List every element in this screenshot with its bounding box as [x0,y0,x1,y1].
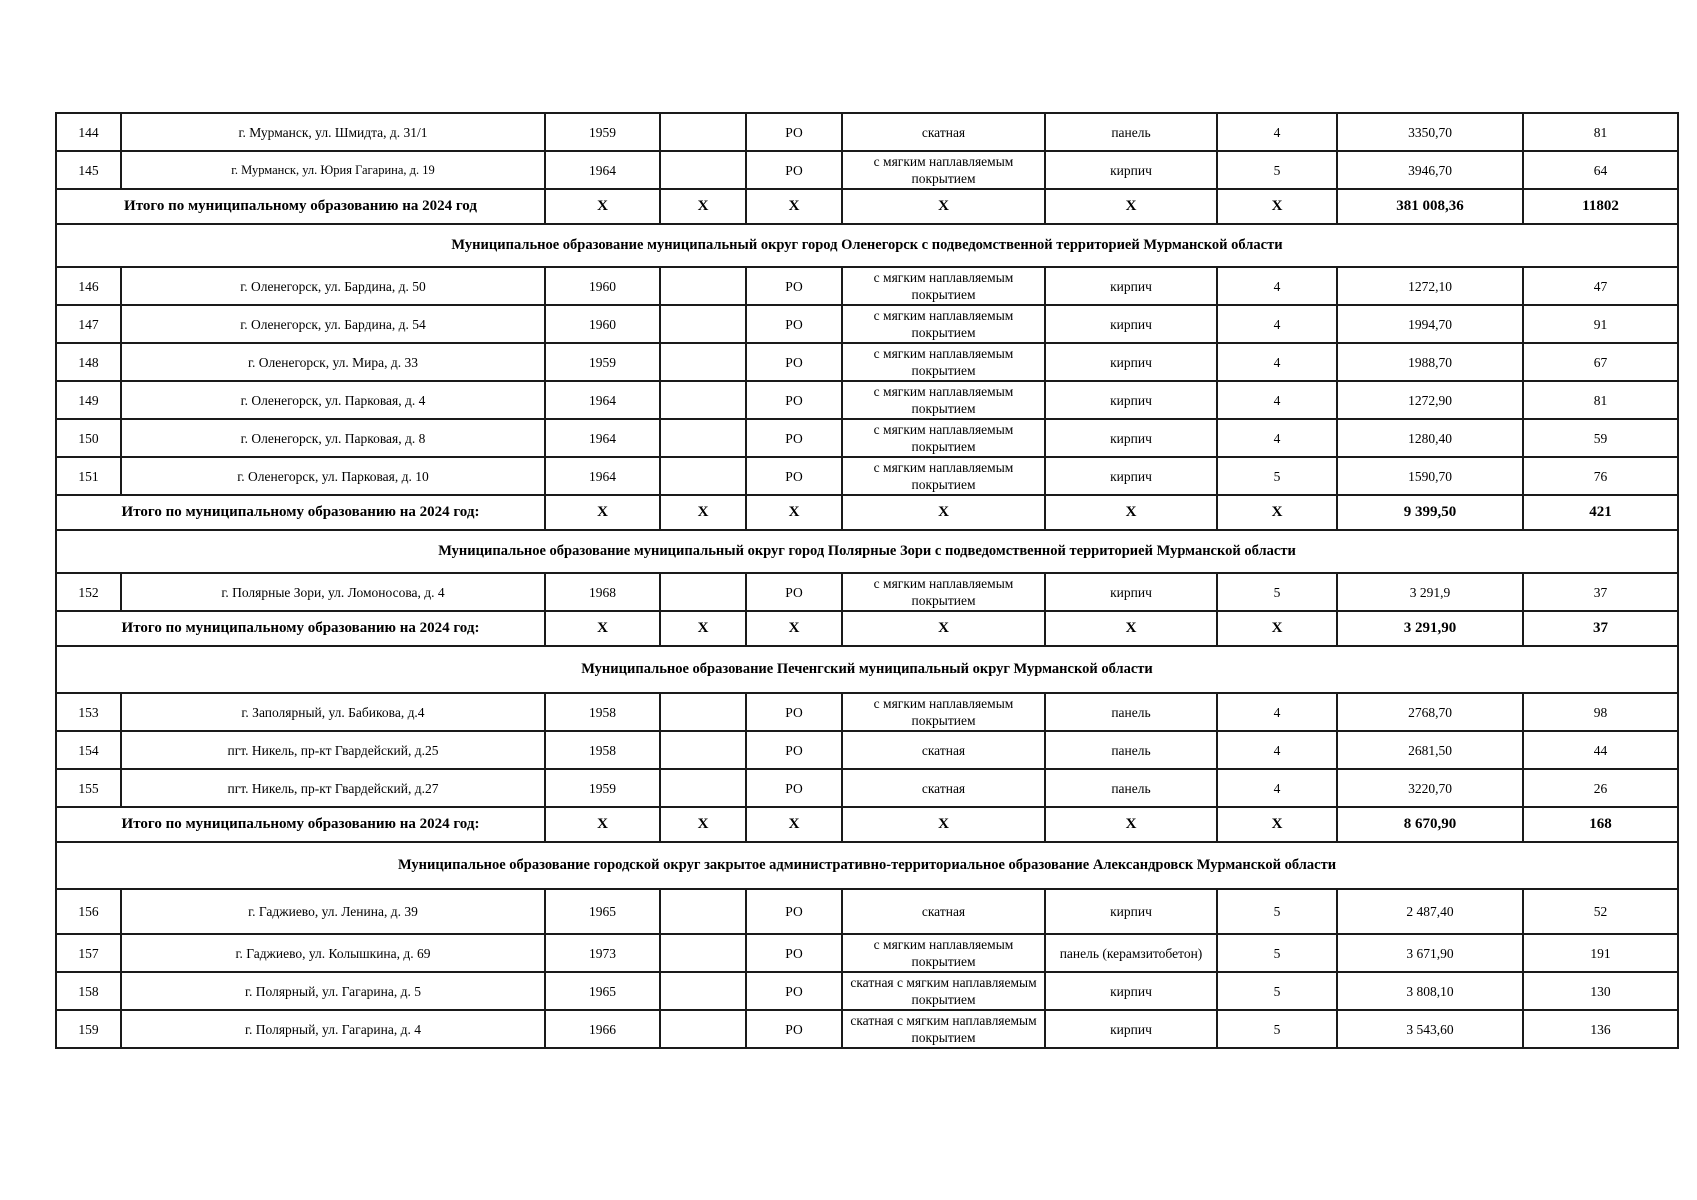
row-number: 157 [56,934,121,972]
empty-cell [660,972,746,1010]
empty-cell [660,381,746,419]
floors-cell: 4 [1217,731,1337,769]
total-area: 3 291,90 [1337,611,1523,646]
year-cell: 1973 [545,934,660,972]
empty-cell [660,457,746,495]
total-x-mark: X [660,189,746,224]
wall-material-cell: кирпич [1045,343,1217,381]
method-cell: РО [746,113,842,151]
section-header-row [56,530,1678,573]
method-cell: РО [746,731,842,769]
row-number: 151 [56,457,121,495]
floors-cell: 4 [1217,769,1337,807]
residents-cell: 67 [1523,343,1678,381]
row-number: 159 [56,1010,121,1048]
table-row [56,343,1678,381]
residents-cell: 47 [1523,267,1678,305]
year-cell: 1959 [545,769,660,807]
year-cell: 1964 [545,151,660,189]
residents-cell: 81 [1523,113,1678,151]
address-cell: г. Оленегорск, ул. Парковая, д. 10 [121,457,545,495]
empty-cell [660,731,746,769]
row-number: 146 [56,267,121,305]
wall-material-cell: кирпич [1045,381,1217,419]
area-cell: 2681,50 [1337,731,1523,769]
method-cell: РО [746,151,842,189]
residents-cell: 81 [1523,381,1678,419]
total-x-mark: X [545,611,660,646]
table-row [56,769,1678,807]
wall-material-cell: панель [1045,731,1217,769]
table-row [56,972,1678,1010]
method-cell: РО [746,267,842,305]
roof-type-cell: скатная с мягким наплавляемым покрытием [842,1010,1045,1048]
total-x-mark: X [746,189,842,224]
row-number: 147 [56,305,121,343]
empty-cell [660,693,746,731]
floors-cell: 5 [1217,934,1337,972]
wall-material-cell: кирпич [1045,267,1217,305]
empty-cell [660,113,746,151]
wall-material-cell: панель [1045,693,1217,731]
floors-cell: 5 [1217,1010,1337,1048]
year-cell: 1964 [545,457,660,495]
housing-register-table [55,112,1679,1049]
method-cell: РО [746,573,842,611]
floors-cell: 5 [1217,457,1337,495]
wall-material-cell: кирпич [1045,305,1217,343]
floors-cell: 5 [1217,972,1337,1010]
method-cell: РО [746,457,842,495]
wall-material-cell: кирпич [1045,972,1217,1010]
area-cell: 3220,70 [1337,769,1523,807]
section-title: Муниципальное образование Печенгский муниципальный округ Мурманской области [56,646,1678,693]
total-x-mark: X [1045,611,1217,646]
method-cell: РО [746,1010,842,1048]
total-x-mark: X [1045,495,1217,530]
wall-material-cell: кирпич [1045,1010,1217,1048]
section-title: Муниципальное образование городской округ закрытое административно-территориальное образование Александровск Мурманской области [56,842,1678,889]
residents-cell: 52 [1523,889,1678,934]
table-row [56,889,1678,934]
table-row [56,934,1678,972]
address-cell: пгт. Никель, пр-кт Гвардейский, д.27 [121,769,545,807]
area-cell: 1280,40 [1337,419,1523,457]
total-area: 381 008,36 [1337,189,1523,224]
area-cell: 1272,10 [1337,267,1523,305]
total-x-mark: X [1045,189,1217,224]
table-row [56,267,1678,305]
area-cell: 2768,70 [1337,693,1523,731]
total-x-mark: X [746,611,842,646]
table-row [56,419,1678,457]
roof-type-cell: скатная [842,731,1045,769]
total-residents: 168 [1523,807,1678,842]
section-header-row [56,842,1678,889]
roof-type-cell: с мягким наплавляемым покрытием [842,934,1045,972]
row-number: 152 [56,573,121,611]
address-cell: г. Мурманск, ул. Юрия Гагарина, д. 19 [121,151,545,189]
section-title: Муниципальное образование муниципальный округ город Оленегорск с подведомственной территорией Мурманской области [56,224,1678,267]
total-x-mark: X [842,807,1045,842]
total-label: Итого по муниципальному образованию на 2024 год: [56,495,545,530]
area-cell: 3350,70 [1337,113,1523,151]
address-cell: г. Заполярный, ул. Бабикова, д.4 [121,693,545,731]
address-cell: г. Оленегорск, ул. Парковая, д. 4 [121,381,545,419]
address-cell: г. Оленегорск, ул. Мира, д. 33 [121,343,545,381]
area-cell: 3 543,60 [1337,1010,1523,1048]
roof-type-cell: с мягким наплавляемым покрытием [842,305,1045,343]
wall-material-cell: панель [1045,769,1217,807]
table-row [56,693,1678,731]
total-label: Итого по муниципальному образованию на 2024 год: [56,611,545,646]
residents-cell: 76 [1523,457,1678,495]
table-body [56,113,1678,1048]
floors-cell: 4 [1217,343,1337,381]
total-row [56,189,1678,224]
total-x-mark: X [842,189,1045,224]
section-title: Муниципальное образование муниципальный округ город Полярные Зори с подведомственной территорией Мурманской области [56,530,1678,573]
total-x-mark: X [660,611,746,646]
total-x-mark: X [545,495,660,530]
total-row [56,807,1678,842]
year-cell: 1964 [545,419,660,457]
area-cell: 1988,70 [1337,343,1523,381]
address-cell: г. Гаджиево, ул. Колышкина, д. 69 [121,934,545,972]
total-x-mark: X [660,495,746,530]
total-x-mark: X [1217,807,1337,842]
method-cell: РО [746,381,842,419]
total-x-mark: X [660,807,746,842]
row-number: 144 [56,113,121,151]
empty-cell [660,889,746,934]
method-cell: РО [746,972,842,1010]
area-cell: 3 291,9 [1337,573,1523,611]
total-x-mark: X [545,189,660,224]
wall-material-cell: панель (керамзитобетон) [1045,934,1217,972]
area-cell: 1590,70 [1337,457,1523,495]
empty-cell [660,343,746,381]
empty-cell [660,573,746,611]
year-cell: 1966 [545,1010,660,1048]
floors-cell: 4 [1217,267,1337,305]
section-header-row [56,646,1678,693]
area-cell: 3946,70 [1337,151,1523,189]
table-row [56,573,1678,611]
total-area: 8 670,90 [1337,807,1523,842]
method-cell: РО [746,305,842,343]
wall-material-cell: кирпич [1045,889,1217,934]
table-row [56,1010,1678,1048]
row-number: 145 [56,151,121,189]
area-cell: 3 671,90 [1337,934,1523,972]
address-cell: г. Мурманск, ул. Шмидта, д. 31/1 [121,113,545,151]
residents-cell: 130 [1523,972,1678,1010]
table-row [56,731,1678,769]
floors-cell: 5 [1217,889,1337,934]
year-cell: 1960 [545,267,660,305]
empty-cell [660,1010,746,1048]
total-x-mark: X [842,611,1045,646]
total-x-mark: X [1217,495,1337,530]
year-cell: 1964 [545,381,660,419]
roof-type-cell: с мягким наплавляемым покрытием [842,419,1045,457]
year-cell: 1965 [545,972,660,1010]
roof-type-cell: скатная [842,769,1045,807]
residents-cell: 59 [1523,419,1678,457]
address-cell: г. Оленегорск, ул. Бардина, д. 50 [121,267,545,305]
residents-cell: 91 [1523,305,1678,343]
wall-material-cell: панель [1045,113,1217,151]
area-cell: 3 808,10 [1337,972,1523,1010]
floors-cell: 4 [1217,693,1337,731]
table-row [56,151,1678,189]
total-x-mark: X [842,495,1045,530]
total-label: Итого по муниципальному образованию на 2024 год [56,189,545,224]
roof-type-cell: с мягким наплавляемым покрытием [842,573,1045,611]
year-cell: 1968 [545,573,660,611]
roof-type-cell: с мягким наплавляемым покрытием [842,343,1045,381]
total-x-mark: X [746,495,842,530]
row-number: 149 [56,381,121,419]
floors-cell: 4 [1217,381,1337,419]
floors-cell: 4 [1217,419,1337,457]
year-cell: 1959 [545,343,660,381]
area-cell: 1994,70 [1337,305,1523,343]
residents-cell: 136 [1523,1010,1678,1048]
area-cell: 1272,90 [1337,381,1523,419]
method-cell: РО [746,769,842,807]
floors-cell: 4 [1217,113,1337,151]
table-row [56,305,1678,343]
table-row [56,113,1678,151]
row-number: 150 [56,419,121,457]
address-cell: г. Оленегорск, ул. Парковая, д. 8 [121,419,545,457]
empty-cell [660,769,746,807]
wall-material-cell: кирпич [1045,419,1217,457]
roof-type-cell: скатная с мягким наплавляемым покрытием [842,972,1045,1010]
method-cell: РО [746,419,842,457]
wall-material-cell: кирпич [1045,151,1217,189]
roof-type-cell: с мягким наплавляемым покрытием [842,267,1045,305]
residents-cell: 64 [1523,151,1678,189]
wall-material-cell: кирпич [1045,457,1217,495]
total-row [56,495,1678,530]
roof-type-cell: с мягким наплавляемым покрытием [842,693,1045,731]
year-cell: 1960 [545,305,660,343]
total-row [56,611,1678,646]
total-x-mark: X [1217,611,1337,646]
address-cell: г. Полярные Зори, ул. Ломоносова, д. 4 [121,573,545,611]
floors-cell: 5 [1217,151,1337,189]
row-number: 155 [56,769,121,807]
total-x-mark: X [1045,807,1217,842]
row-number: 158 [56,972,121,1010]
residents-cell: 37 [1523,573,1678,611]
residents-cell: 98 [1523,693,1678,731]
empty-cell [660,934,746,972]
floors-cell: 4 [1217,305,1337,343]
total-residents: 421 [1523,495,1678,530]
roof-type-cell: скатная [842,889,1045,934]
total-x-mark: X [746,807,842,842]
year-cell: 1958 [545,693,660,731]
roof-type-cell: с мягким наплавляемым покрытием [842,381,1045,419]
year-cell: 1959 [545,113,660,151]
table-row [56,457,1678,495]
table-row [56,381,1678,419]
row-number: 153 [56,693,121,731]
empty-cell [660,151,746,189]
address-cell: г. Гаджиево, ул. Ленина, д. 39 [121,889,545,934]
address-cell: г. Оленегорск, ул. Бардина, д. 54 [121,305,545,343]
year-cell: 1965 [545,889,660,934]
total-residents: 11802 [1523,189,1678,224]
roof-type-cell: скатная [842,113,1045,151]
total-x-mark: X [545,807,660,842]
address-cell: пгт. Никель, пр-кт Гвардейский, д.25 [121,731,545,769]
empty-cell [660,419,746,457]
total-x-mark: X [1217,189,1337,224]
area-cell: 2 487,40 [1337,889,1523,934]
total-label: Итого по муниципальному образованию на 2024 год: [56,807,545,842]
residents-cell: 191 [1523,934,1678,972]
roof-type-cell: с мягким наплавляемым покрытием [842,151,1045,189]
wall-material-cell: кирпич [1045,573,1217,611]
residents-cell: 44 [1523,731,1678,769]
floors-cell: 5 [1217,573,1337,611]
year-cell: 1958 [545,731,660,769]
section-header-row [56,224,1678,267]
address-cell: г. Полярный, ул. Гагарина, д. 4 [121,1010,545,1048]
residents-cell: 26 [1523,769,1678,807]
method-cell: РО [746,934,842,972]
total-residents: 37 [1523,611,1678,646]
method-cell: РО [746,889,842,934]
row-number: 156 [56,889,121,934]
row-number: 154 [56,731,121,769]
method-cell: РО [746,693,842,731]
empty-cell [660,267,746,305]
total-area: 9 399,50 [1337,495,1523,530]
empty-cell [660,305,746,343]
roof-type-cell: с мягким наплавляемым покрытием [842,457,1045,495]
address-cell: г. Полярный, ул. Гагарина, д. 5 [121,972,545,1010]
method-cell: РО [746,343,842,381]
row-number: 148 [56,343,121,381]
